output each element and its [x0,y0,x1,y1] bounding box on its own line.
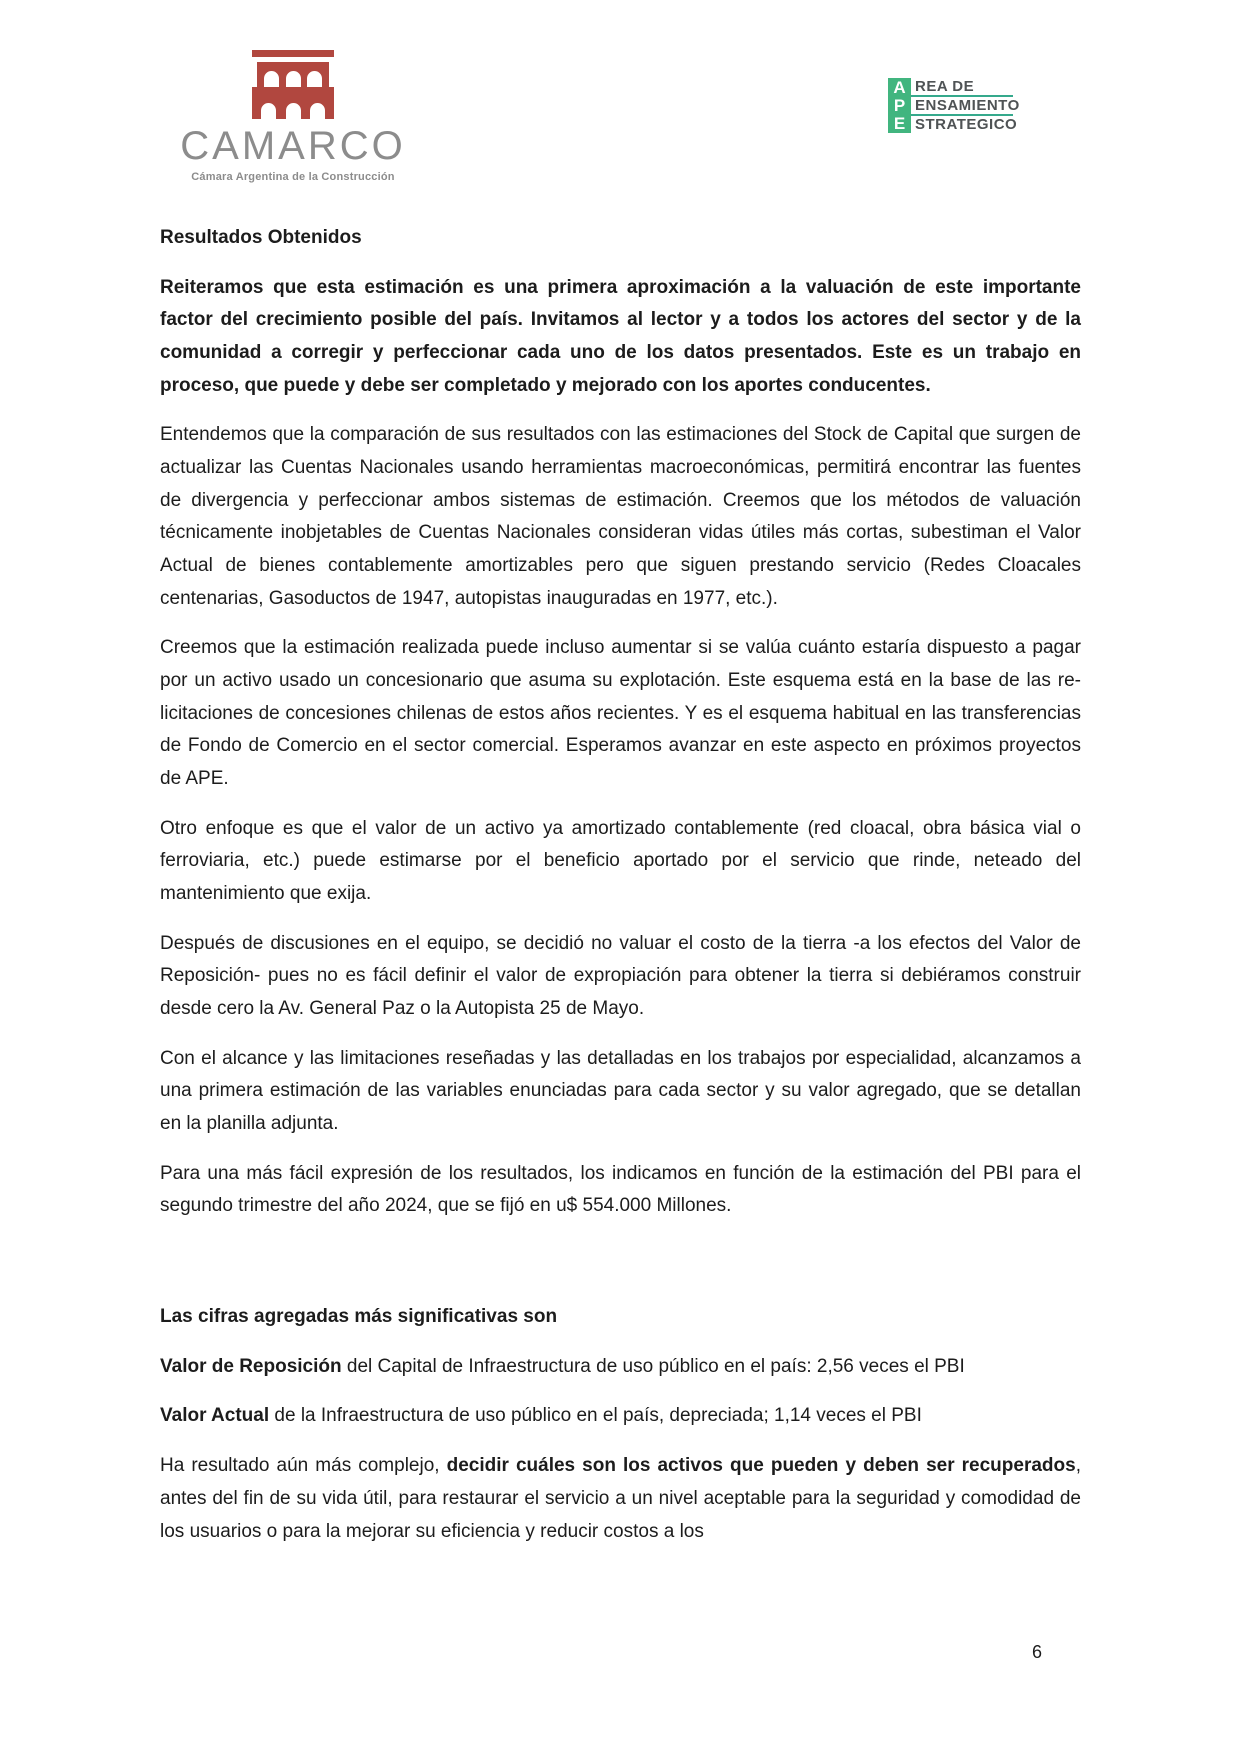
ape-words [911,78,1020,133]
ha-resultado-post: , antes del fin de su vida útil, para restaurar el servicio a un nivel aceptable para la seguridad y comodidad de los usuarios o para la mejorar su eficiencia y reducir costos a los [160,1455,1081,1542]
bridge-upper-arches [257,62,329,87]
ape-word-estrategico: STRATEGICO [915,116,1018,133]
section-title-cifras: Las cifras agregadas más significativas son [160,1306,558,1328]
camarco-wordmark: CAMARCO [180,124,406,168]
ape-letter-a: A [893,77,906,97]
paragraph-creemos: Creemos que la estimación realizada puede incluso aumentar si se valúa cuánto estaría dispuesto a pagar por un activo usado un concesionario que asuma su explotación. Este esquema está en la base de las re-licitaciones de concesiones chilenas de estos años recientes. Y es el esquema habitual en las transferencias de Fondo de Comercio en el sector comercial. Esperamos avanzar en este aspecto en próximos proyectos de APE. [160,637,1081,790]
bridge-top-bar [252,50,334,57]
valor-reposicion-value: del Capital de Infraestructura de uso público en el país: 2,56 veces el PBI [341,1355,965,1377]
section-title: Resultados Obtenidos [160,227,362,248]
paragraph-ha-resultado [160,1450,1081,1548]
line-valor-reposicion [160,1351,1081,1384]
ape-word-pensamiento: ENSAMIENTO [911,97,1013,116]
camarco-logo [178,50,408,183]
paragraph-otro-enfoque: Otro enfoque es que el valor de un activo ya amortizado contablemente (red cloacal, obra básica vial o ferroviaria, etc.) puede estimarse por el beneficio aportado por el servicio que rinde, neteado del mantenimiento que exija. [160,817,1081,905]
paragraph-para-una-mas-facil: Para una más fácil expresión de los resultados, los indicamos en función de la estimación del PBI para el segundo trimestre del año 2024, que se fijó en u$ 554.000 Millones. [160,1162,1081,1217]
camarco-bridge-icon [252,50,334,119]
line-valor-actual [160,1400,1081,1433]
ape-letter-p: P [893,95,906,115]
paragraph-entendemos: Entendemos que la comparación de sus resultados con las estimaciones del Stock de Capital que surgen de actualizar las Cuentas Nacionales usando herramientas macroeconómicas, permitirá encontrar las fuentes de divergencia y perfeccionar ambos sistemas de estimación. Creemos que los métodos de valuación técnicamente inobjetables de Cuentas Nacionales consideran vidas útiles más cortas, subestiman el Valor Actual de bienes contablemente amortizables pero que siguen prestando servicio (Redes Cloacales centenarias, Gasoductos de 1947, autopistas inauguradas en 1977, etc.). [160,424,1081,609]
ha-resultado-pre: Ha resultado aún más complejo, [160,1455,447,1477]
page-number: 6 [1032,1642,1043,1662]
ape-logo [888,77,1020,134]
ape-green-bar [888,78,911,133]
document-body [160,222,1081,1565]
bridge-lower-arches [252,94,334,119]
valor-reposicion-label: Valor de Reposición [160,1355,342,1377]
ape-letter-e: E [893,114,906,134]
camarco-tagline: Cámara Argentina de la Construcción [191,171,395,183]
valor-actual-label: Valor Actual [160,1405,270,1427]
paragraph-reiteramos: Reiteramos que esta estimación es una primera aproximación a la valuación de este importante factor del crecimiento posible del país. Invitamos al lector y a todos los actores del sector y de la comunidad a corregir y perfeccionar cada uno de los datos presentados. Este es un trabajo en proceso, que puede y debe ser completado y mejorado con los aportes conducentes. [160,276,1081,396]
valor-actual-value: de la Infraestructura de uso público en el país, depreciada; 1,14 veces el PBI [269,1405,922,1427]
ha-resultado-bold: decidir cuáles son los activos que pueden y deben ser recuperados [446,1455,1076,1477]
ape-word-area: REA DE [911,78,1013,97]
bridge-middle-bar [252,87,334,94]
paragraph-despues: Después de discusiones en el equipo, se decidió no valuar el costo de la tierra -a los efectos del Valor de Reposición- pues no es fácil definir el valor de expropiación para obtener la tierra si debiéramos construir desde cero la Av. General Paz o la Autopista 25 de Mayo. [160,932,1081,1020]
paragraph-con-el-alcance: Con el alcance y las limitaciones reseñadas y las detalladas en los trabajos por especialidad, alcanzamos a una primera estimación de las variables enunciadas para cada sector y su valor agregado, que se detallan en la planilla adjunta. [160,1047,1081,1135]
